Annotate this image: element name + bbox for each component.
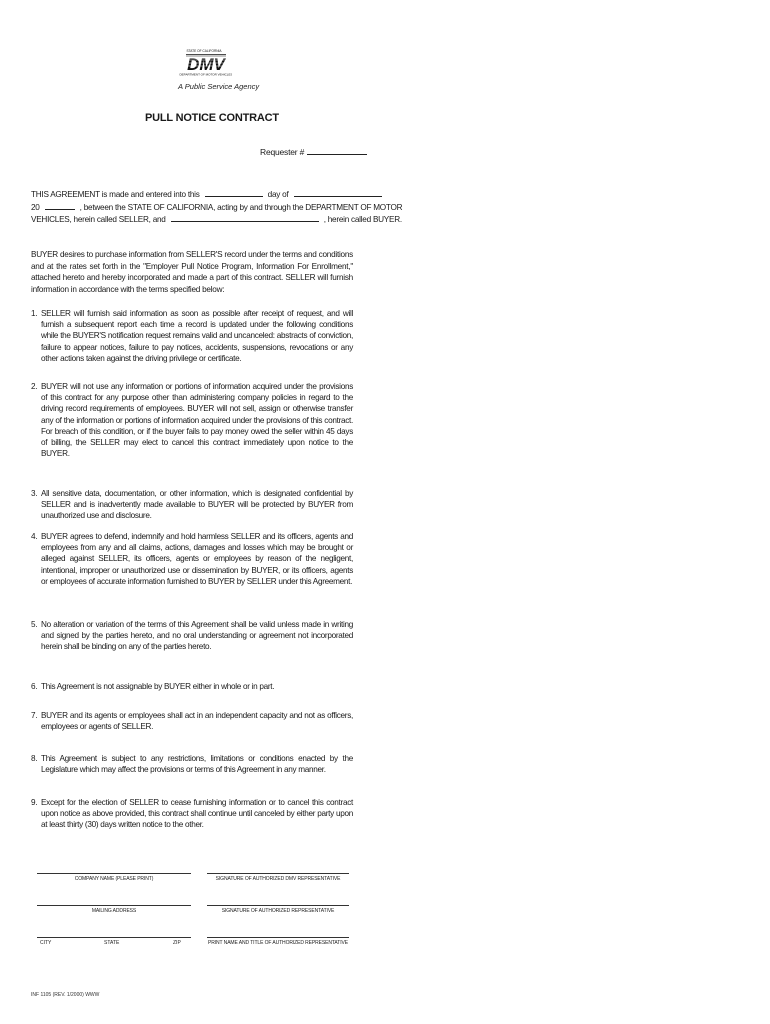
logo-top-text: STATE OF CALIFORNIA [186,49,222,53]
year-blank[interactable] [45,201,75,210]
print-name-label: PRINT NAME AND TITLE OF AUTHORIZED REPRESENTATIVE [207,940,349,946]
term-number: 5. [31,620,38,629]
requester-label: Requester # [260,147,305,157]
term-number: 3. [31,489,38,498]
agreement-text: , herein called BUYER. [323,215,402,224]
term-item [31,308,353,364]
logo-sub-text: DEPARTMENT OF MOTOR VEHICLES [179,72,232,77]
company-name-field[interactable] [37,873,191,884]
city-state-zip-field[interactable] [37,937,191,946]
term-item [31,710,353,732]
auth-rep-signature-label: SIGNATURE OF AUTHORIZED REPRESENTATIVE [221,908,335,914]
page-title: PULL NOTICE CONTRACT [145,112,279,124]
term-text: No alteration or variation of the terms of this Agreement shall be valid unless made in writing and signed by the parties hereto, and no oral understanding or agreement not incorporated herein shall be binding on any of the parties hereto. [41,620,353,652]
agreement-text: , between the STATE OF CALIFORNIA, acting by and through the DEPARTMENT OF MOTOR [79,202,403,212]
mailing-address-label: MAILING ADDRESS [91,908,137,914]
agreement-line-1 [31,188,353,201]
term-number: 4. [31,532,38,541]
requester-blank[interactable] [307,146,367,155]
agreement-text: 20 [31,202,40,212]
term-text: This Agreement is subject to any restrictions, limitations or conditions enacted by the Legislature which may affect the provisions or terms of this Agreement in any manner. [41,754,353,775]
term-item [31,753,353,775]
agreement-line-2 [31,201,403,214]
mailing-address-field[interactable] [37,905,191,916]
day-blank[interactable] [205,188,263,197]
agency-tagline: A Public Service Agency [178,82,260,91]
term-number: 2. [31,382,38,391]
term-item [31,381,353,459]
term-item [31,681,353,692]
agreement-text: VEHICLES, herein called SELLER, and [31,215,166,224]
term-number: 7. [31,711,38,720]
term-text: SELLER will furnish said information as soon as possible after receipt of request, and will furnish a subsequent report each time a record is updated under the following conditions while the BUYER'S notification request remains valid and uncanceled: abstracts of conviction, failure to appear notices, failure to pay notices, accidents, suspensions, revocations or any other actions taken against the driving privilege or certificate. [41,309,353,363]
term-text: BUYER and its agents or employees shall act in an independent capacity and not as officers, employees or agents of SELLER. [41,711,353,732]
zip-label: ZIP [173,940,181,946]
city-label: CITY [40,940,52,946]
term-item [31,797,353,831]
dmv-rep-signature-label: SIGNATURE OF AUTHORIZED DMV REPRESENTATIVE [215,876,341,882]
term-number: 6. [31,682,38,691]
term-text: BUYER will not use any information or portions of information acquired under the provisions of this contract for any purpose other than administering company policies in regard to the driving record requirements of employees. BUYER will not sell, assign or otherwise transfer any of the information or portions of information acquired under the provisions of this contract. For breach of this condition, or if the buyer fails to pay money owed the seller within 45 days of billing, the SELLER may elect to cancel this contract immediately upon notice to the BUYER. [41,382,353,459]
agreement-text: THIS AGREEMENT is made and entered into this [31,190,200,199]
agreement-line-3 [31,213,402,226]
intro-paragraph: BUYER desires to purchase information from SELLER'S record under the terms and conditions and at the rates set forth in the "Employer Pull Notice Program, Information For Enrollment," attached hereto and hereby incorporated and made a part of this contract. SELLER will furnish information in accordance with the terms specified below: [31,250,353,294]
term-text: BUYER agrees to defend, indemnify and hold harmless SELLER and its officers, agents and employees from any and all claims, actions, damages and losses which may be brought or alleged against SELLER, its officers, agents or employees by reason of the negligent, intentional, improper or unauthorized use or dissemination by BUYER, or its officers, agents or employees of accurate information furnished to BUYER by SELLER under this Agreement. [41,532,353,586]
company-name-label: COMPANY NAME (PLEASE PRINT) [74,876,154,882]
term-text: All sensitive data, documentation, or other information, which is designated confidential by SELLER and is inadvertently made available to BUYER will be protected by BUYER from unauthorized use and disclosure. [41,489,353,521]
buyer-name-blank[interactable] [171,213,319,222]
term-number: 9. [31,798,38,807]
auth-rep-signature-field[interactable] [207,905,349,916]
dmv-rep-signature-field[interactable] [207,873,349,884]
term-item [31,531,353,587]
term-number: 8. [31,754,38,763]
term-text: Except for the election of SELLER to cease furnishing information or to cancel this contract upon notice as above provided, this contract shall continue until canceled by either party upon at least thirty (30) days written notice to the other. [41,798,353,830]
dmv-logo [176,48,232,78]
term-text: This Agreement is not assignable by BUYER either in whole or in part. [41,682,275,691]
print-name-field[interactable] [207,937,349,948]
state-label: STATE [104,940,120,946]
term-item [31,488,353,522]
agreement-opening [31,188,403,226]
form-identifier: INF 1105 (REV. 1/2000) WWW [31,992,100,998]
requester-field[interactable] [260,146,367,157]
term-number: 1. [31,309,38,318]
agreement-text: day of [267,190,289,199]
month-blank[interactable] [294,188,382,197]
term-item [31,619,353,653]
logo-letters: DMV [187,55,225,74]
